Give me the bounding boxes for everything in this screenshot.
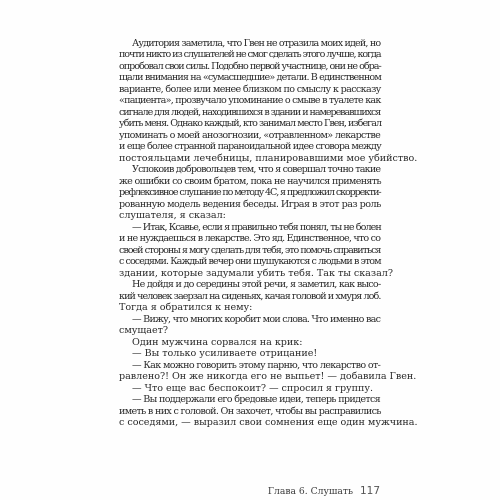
text-line: щали внимания на «сумасшедшие» детали. В единственном [119,72,381,84]
text-line: — Вы только усиливаете отрицание! [132,348,318,360]
text-line: рефлексивное слушание по методу 4С, я предложил скорректи- [119,187,381,199]
text-line: Один мужчина сорвался на крик: [132,336,303,348]
text-line: иметь в них с головой. Он захочет, чтобы вы расправились [119,405,381,417]
text-line: с соседями. Каждый вечер они шушукаются с людьми в этом [119,256,381,268]
paragraph [119,383,379,394]
page-number: 117 [359,485,380,497]
text-line: и еще более странной параноидальной идее сговора между [119,141,381,153]
text-line: — Итак, Ксавье, если я правильно тебя понял, ты не болен [132,221,381,233]
text-line: — Вижу, что многих коробит мои слова. Что именно вас [132,313,381,325]
paragraph [119,164,379,221]
text-line: сигнале для людей, находившихся в здании и намеревавшихся [119,106,381,118]
text-line: — Что еще вас беспокоит? — спросил я группу. [132,382,374,394]
page-footer [268,485,380,497]
paragraph [119,394,418,428]
text-line: кий человек заерзал на сиденьях, качая головой и хмуря лоб. [119,290,381,302]
text-line: здании, которые задумали убить тебя. Так ты сказал? [119,267,393,279]
paragraph [119,314,379,337]
text-line: Аудитория заметила, что Гвен не отразила моих идей, но [132,38,381,49]
paragraph [119,221,393,279]
text-line: постояльцами лечебницы, планировавшими мое убийство. [119,152,418,164]
text-line: равлено?! Он же никогда его не выпьет! — добавила Гвен. [119,371,417,383]
text-line: и не нуждаешься в лекарстве. Это яд. Единственное, что со [119,233,381,245]
paragraph [119,337,379,348]
text-line: с соседями, — выразил свои сомнения еще один мужчина. [119,416,418,428]
paragraph [119,38,418,164]
paragraph [119,348,379,359]
text-line: — Вы поддержали его бредовые идеи, теперь придется [132,394,381,406]
text-line: смущает? [119,325,169,337]
text-line: Не дойдя и до середины этой речи, я заметил, как высо- [132,279,381,291]
text-line: своей стороны я могу сделать для тебя, это помочь справиться [119,244,381,256]
text-line: же ошибки со своим братом, пока не научился применять [119,175,381,187]
text-line: «пациента», прозвучало упоминание о смыве в туалете как [119,95,381,107]
paragraph [119,279,379,313]
text-line: опробовал свои силы. Подобно первой участнице, они не обра- [119,60,381,72]
text-line: почти никто из слушателей не смог сделать этого лучше, когда [119,49,381,61]
text-line: варианте, более или менее близком по смыслу к рассказу [119,83,381,95]
text-line: слушателя, я сказал: [119,210,226,222]
chapter-title: Глава 6. Слушать [267,486,353,497]
text-line: упоминать о моей анозогнозии, «отравленном» лекарстве [119,129,381,141]
text-line: Успокоив добровольцев тем, что я совершал точно такие [132,164,381,176]
text-line: Тогда я обратился к нему: [119,302,253,314]
body-text [119,38,418,428]
text-line: рованную модель ведения беседы. Играя в этот раз роль [119,198,381,210]
text-line: убить меня. Однако каждый, кто занимал место Гвен, избегал [119,118,382,130]
text-line: — Как можно говорить этому парню, что лекарство от- [132,359,381,371]
paragraph [119,359,417,383]
